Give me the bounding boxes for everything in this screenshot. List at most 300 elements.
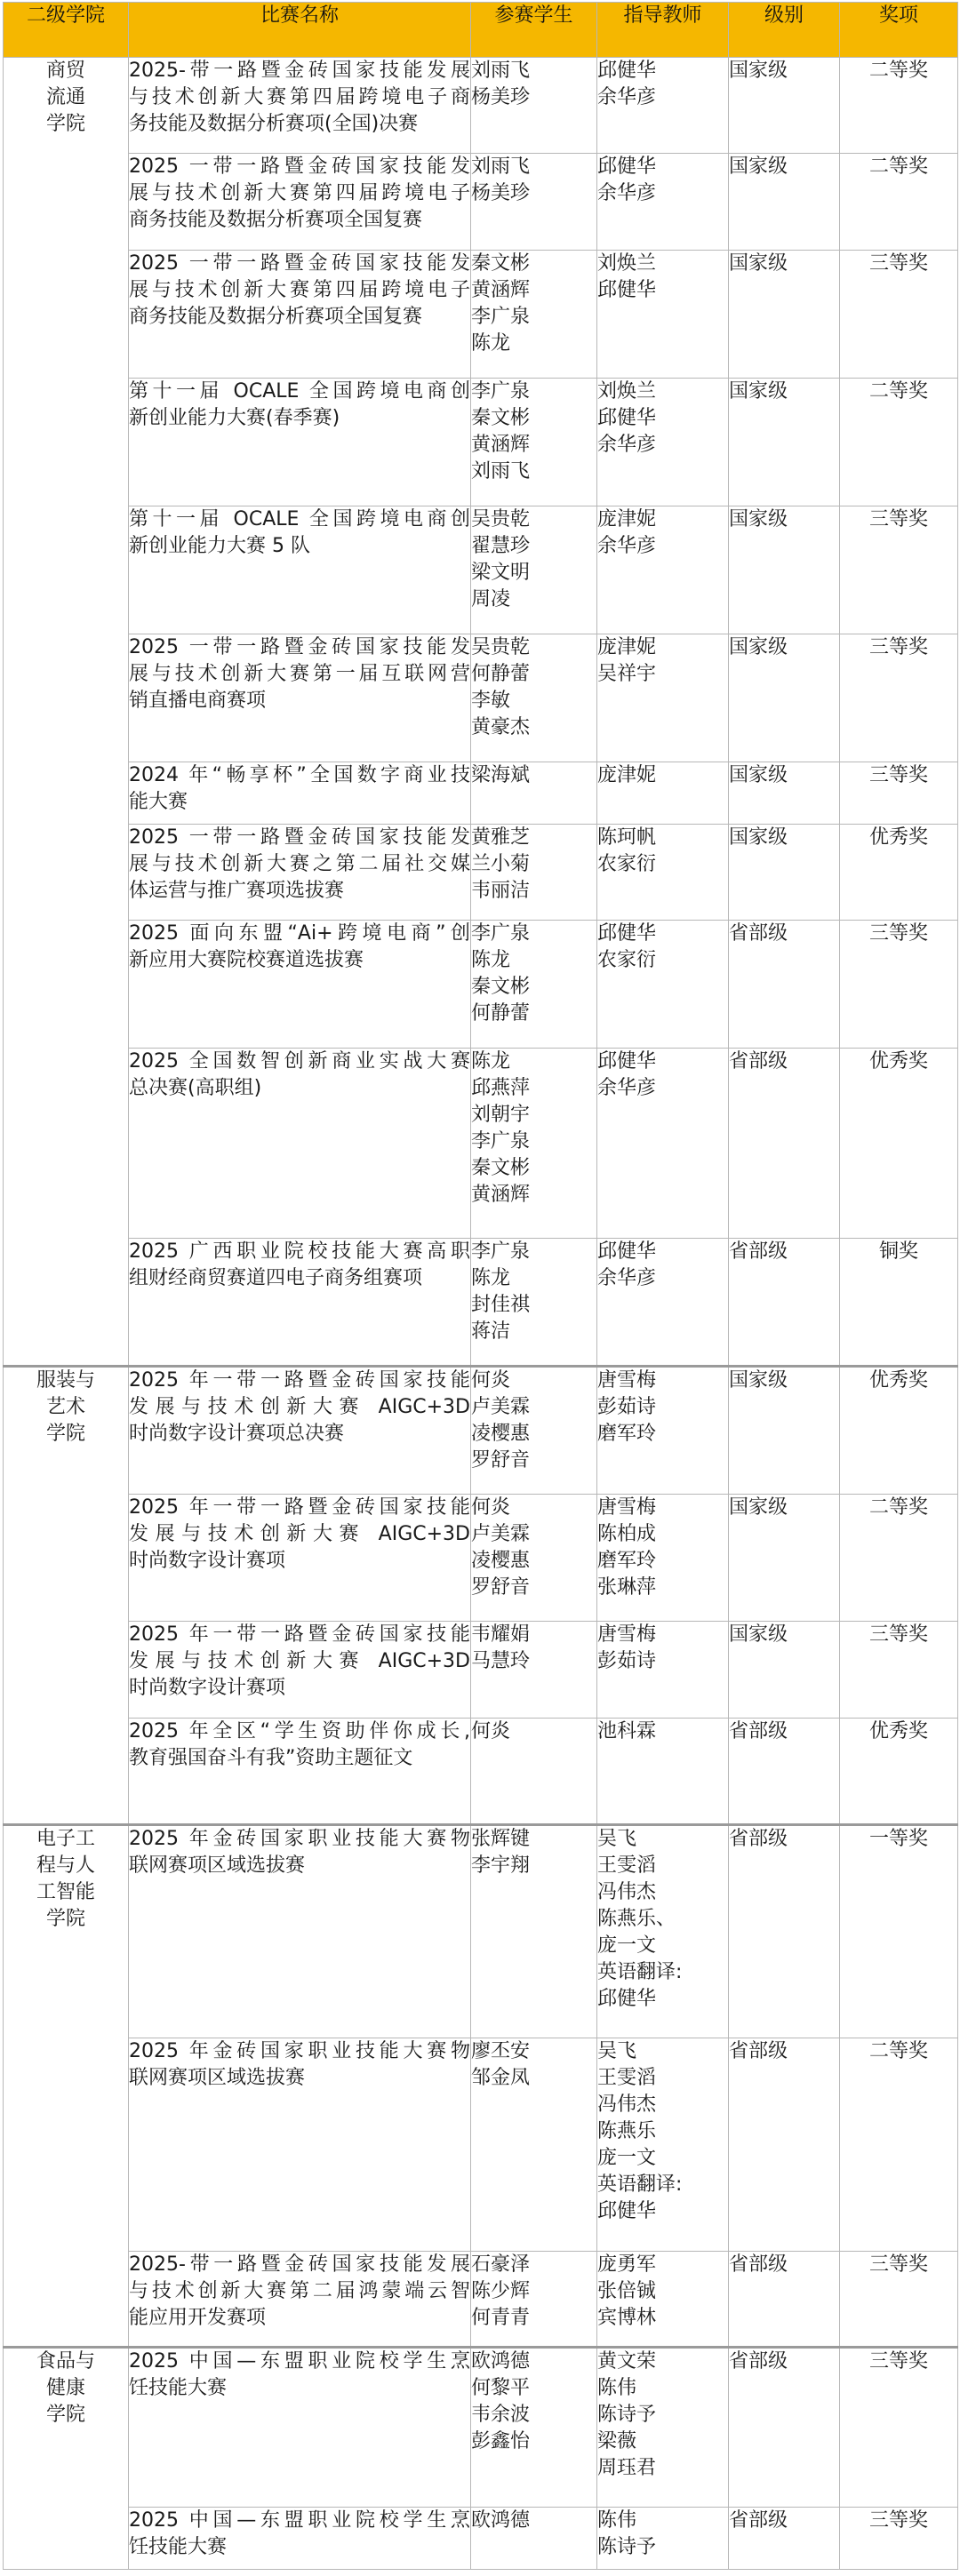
competition-name-line: 2025 中国—东盟职业院校学生烹 xyxy=(129,2350,470,2373)
person-name: 韦丽洁 xyxy=(471,880,531,902)
competition-name-cell xyxy=(129,1367,471,1495)
competition-name-line: 2025 中国—东盟职业院校学生烹 xyxy=(129,2509,470,2532)
competition-name-line: 新创业能力大赛(春季赛) xyxy=(129,407,340,429)
person-name: 刘焕兰 xyxy=(597,252,657,275)
person-name: 刘雨飞 xyxy=(471,60,531,82)
competition-name-line: 2025 一带一路暨金砖国家技能发 xyxy=(129,826,470,849)
person-name: 池科霖 xyxy=(597,1720,657,1743)
competition-name-cell xyxy=(129,2252,471,2348)
header-level: 级别 xyxy=(729,3,840,58)
person-name: 黄涵辉 xyxy=(471,279,531,301)
person-name: 梁薇 xyxy=(597,2430,637,2452)
person-name: 韦耀娟 xyxy=(471,1623,531,1646)
college-cell xyxy=(4,1367,129,1825)
person-name: 邱健华 xyxy=(597,1988,657,2010)
competition-name-cell xyxy=(129,921,471,1049)
level-cell: 省部级 xyxy=(729,1049,840,1239)
college-name-line: 学院 xyxy=(45,1908,85,1930)
competition-name-cell xyxy=(129,2508,471,2570)
table-row xyxy=(4,379,958,506)
person-name: 韦余波 xyxy=(471,2404,531,2426)
person-name: 邱健华 xyxy=(597,60,657,82)
person-name: 陈伟 xyxy=(597,2509,637,2532)
person-name: 邱健华 xyxy=(597,1050,657,1073)
person-name: 黄豪杰 xyxy=(471,716,531,738)
level-cell: 国家级 xyxy=(729,154,840,251)
competition-name-cell xyxy=(129,1495,471,1622)
person-name: 陈诗予 xyxy=(597,2536,657,2558)
students-cell xyxy=(471,1825,597,2038)
competition-name-line: 与技术创新大赛第二届鸿蒙端云智 xyxy=(129,2280,470,2302)
students-cell xyxy=(471,1622,597,1719)
competition-name-line: 新应用大赛院校赛道选拔赛 xyxy=(129,949,364,971)
person-name: 黄涵辉 xyxy=(471,434,531,456)
award-cell: 一等奖 xyxy=(840,1825,958,2038)
college-name-line: 艺术 xyxy=(45,1396,85,1418)
award-cell: 三等奖 xyxy=(840,921,958,1049)
person-name: 英语翻译: xyxy=(597,2173,683,2196)
competition-name-line: 第十一届 OCALE 全国跨境电商创 xyxy=(129,380,470,403)
level-cell: 国家级 xyxy=(729,634,840,762)
level-cell: 国家级 xyxy=(729,379,840,506)
teachers-cell xyxy=(597,1825,729,2038)
competition-name-line: 务技能及数据分析赛项(全国)决赛 xyxy=(129,113,419,135)
person-name: 黄雅芝 xyxy=(471,826,531,849)
students-cell xyxy=(471,634,597,762)
competition-name-line: 发展与技术创新大赛 AIGC+3D xyxy=(129,1523,470,1545)
table-row xyxy=(4,2252,958,2348)
table-row xyxy=(4,921,958,1049)
competition-name-line: 商务技能及数据分析赛项全国复赛 xyxy=(129,306,423,328)
person-name: 何静蕾 xyxy=(471,1002,531,1025)
person-name: 余华彦 xyxy=(597,535,657,557)
college-cell xyxy=(4,2348,129,2570)
person-name: 陈龙 xyxy=(471,1050,511,1073)
person-name: 秦文彬 xyxy=(471,1157,531,1179)
competition-name-line: 时尚数字设计赛项 xyxy=(129,1677,286,1699)
person-name: 庞津妮 xyxy=(597,764,657,786)
header-teachers: 指导教师 xyxy=(597,3,729,58)
header-award: 奖项 xyxy=(840,3,958,58)
person-name: 何静蕾 xyxy=(471,663,531,685)
competition-name-line: 时尚数字设计赛项 xyxy=(129,1550,286,1572)
award-cell: 三等奖 xyxy=(840,2252,958,2348)
competition-name-line: 展与技术创新大赛第四届跨境电子 xyxy=(129,182,470,204)
competition-name-cell xyxy=(129,1622,471,1719)
level-cell: 国家级 xyxy=(729,1495,840,1622)
person-name: 唐雪梅 xyxy=(597,1496,657,1519)
competition-name-line: 联网赛项区域选拔赛 xyxy=(129,1854,306,1877)
teachers-cell xyxy=(597,1239,729,1367)
person-name: 罗舒音 xyxy=(471,1449,531,1471)
person-name: 石豪泽 xyxy=(471,2253,531,2276)
students-cell xyxy=(471,58,597,154)
person-name: 李广泉 xyxy=(471,1240,531,1263)
level-cell: 国家级 xyxy=(729,58,840,154)
person-name: 陈少辉 xyxy=(471,2280,531,2302)
competition-name-cell xyxy=(129,2038,471,2252)
person-name: 张琳萍 xyxy=(597,1576,657,1599)
person-name: 农家衍 xyxy=(597,853,657,875)
person-name: 欧鸿德 xyxy=(471,2509,531,2532)
person-name: 蒋洁 xyxy=(471,1320,511,1343)
award-cell: 三等奖 xyxy=(840,1622,958,1719)
person-name: 李广泉 xyxy=(471,306,531,328)
award-cell: 二等奖 xyxy=(840,1495,958,1622)
table-row xyxy=(4,506,958,634)
award-cell: 优秀奖 xyxy=(840,825,958,921)
competition-name-line: 2024 年“畅享杯”全国数字商业技 xyxy=(129,764,470,786)
table-row xyxy=(4,1495,958,1622)
level-cell: 省部级 xyxy=(729,2508,840,2570)
competition-name-line: 2025 一带一路暨金砖国家技能发 xyxy=(129,156,470,178)
person-name: 李广泉 xyxy=(471,380,531,403)
competition-name-line: 2025 年金砖国家职业技能大赛物 xyxy=(129,2040,470,2062)
competition-name-cell xyxy=(129,506,471,634)
teachers-cell xyxy=(597,825,729,921)
person-name: 庞一文 xyxy=(597,1934,657,1957)
college-name-line: 工智能 xyxy=(36,1881,95,1903)
person-name: 邱燕萍 xyxy=(471,1077,531,1099)
person-name: 李广泉 xyxy=(471,1130,531,1152)
level-cell: 省部级 xyxy=(729,2348,840,2508)
person-name: 英语翻译: xyxy=(597,1961,683,1983)
students-cell xyxy=(471,2252,597,2348)
teachers-cell xyxy=(597,2348,729,2508)
person-name: 刘雨飞 xyxy=(471,460,531,483)
students-cell xyxy=(471,379,597,506)
person-name: 陈珂帆 xyxy=(597,826,657,849)
competition-name-line: 新创业能力大赛 5 队 xyxy=(129,535,310,557)
table-row xyxy=(4,1049,958,1239)
person-name: 李敏 xyxy=(471,690,511,712)
person-name: 陈柏成 xyxy=(597,1523,657,1545)
students-cell xyxy=(471,1367,597,1495)
teachers-cell xyxy=(597,634,729,762)
teachers-cell xyxy=(597,1495,729,1622)
person-name: 黄涵辉 xyxy=(471,1184,531,1206)
person-name: 何炎 xyxy=(471,1369,511,1392)
award-cell: 优秀奖 xyxy=(840,1049,958,1239)
person-name: 磨军玲 xyxy=(597,1550,657,1572)
person-name: 周珏君 xyxy=(597,2457,657,2479)
level-cell: 国家级 xyxy=(729,825,840,921)
competition-name-line: 展与技术创新大赛第一届互联网营 xyxy=(129,663,470,685)
table-row xyxy=(4,762,958,825)
table-row xyxy=(4,154,958,251)
level-cell: 国家级 xyxy=(729,1622,840,1719)
person-name: 陈龙 xyxy=(471,949,511,971)
award-cell: 优秀奖 xyxy=(840,1719,958,1825)
person-name: 秦文彬 xyxy=(471,407,531,429)
competition-name-line: 发展与技术创新大赛 AIGC+3D xyxy=(129,1650,470,1672)
competition-name-cell xyxy=(129,1825,471,2038)
table-row xyxy=(4,2508,958,2570)
award-cell: 三等奖 xyxy=(840,2508,958,2570)
award-cell: 三等奖 xyxy=(840,2348,958,2508)
teachers-cell xyxy=(597,1049,729,1239)
award-cell: 三等奖 xyxy=(840,634,958,762)
person-name: 吴贵乾 xyxy=(471,508,531,530)
students-cell xyxy=(471,1239,597,1367)
competition-name-line: 2025 全国数智创新商业实战大赛 xyxy=(129,1050,470,1073)
person-name: 王雯滔 xyxy=(597,1854,657,1877)
table-row xyxy=(4,58,958,154)
person-name: 余华彦 xyxy=(597,182,657,204)
person-name: 彭茹诗 xyxy=(597,1396,657,1418)
competition-name-cell xyxy=(129,1239,471,1367)
competition-name-line: 与技术创新大赛第四届跨境电子商 xyxy=(129,86,470,108)
competition-name-line: 时尚数字设计赛项总决赛 xyxy=(129,1423,345,1445)
person-name: 陈龙 xyxy=(471,332,511,355)
competition-name-line: 2025 面向东盟“Ai+跨境电商”创 xyxy=(129,922,470,945)
person-name: 李宇翔 xyxy=(471,1854,531,1877)
person-name: 吴贵乾 xyxy=(471,636,531,658)
person-name: 庞津妮 xyxy=(597,636,657,658)
college-name-line: 程与人 xyxy=(36,1854,95,1877)
award-cell: 三等奖 xyxy=(840,506,958,634)
table-row xyxy=(4,2038,958,2252)
person-name: 庞勇军 xyxy=(597,2253,657,2276)
competition-name-line: 销直播电商赛项 xyxy=(129,690,267,712)
person-name: 凌樱惠 xyxy=(471,1423,531,1445)
person-name: 封佳祺 xyxy=(471,1294,531,1316)
person-name: 冯伟杰 xyxy=(597,1881,657,1903)
teachers-cell xyxy=(597,2252,729,2348)
teachers-cell xyxy=(597,2508,729,2570)
students-cell xyxy=(471,1049,597,1239)
person-name: 何炎 xyxy=(471,1720,511,1743)
teachers-cell xyxy=(597,921,729,1049)
person-name: 彭鑫怡 xyxy=(471,2430,531,2452)
table-row xyxy=(4,1825,958,2038)
person-name: 陈燕乐、 xyxy=(597,1908,676,1930)
person-name: 欧鸿德 xyxy=(471,2350,531,2373)
competition-name-cell xyxy=(129,634,471,762)
table-row xyxy=(4,1719,958,1825)
person-name: 黄文荣 xyxy=(597,2350,657,2373)
person-name: 邱健华 xyxy=(597,156,657,178)
person-name: 秦文彬 xyxy=(471,976,531,998)
award-cell: 二等奖 xyxy=(840,154,958,251)
person-name: 唐雪梅 xyxy=(597,1369,657,1392)
person-name: 杨美珍 xyxy=(471,182,531,204)
person-name: 余华彦 xyxy=(597,86,657,108)
person-name: 彭茹诗 xyxy=(597,1650,657,1672)
competition-name-line: 2025 广西职业院校技能大赛高职 xyxy=(129,1240,470,1263)
level-cell: 省部级 xyxy=(729,1825,840,2038)
person-name: 陈燕乐 xyxy=(597,2120,657,2142)
table-row xyxy=(4,634,958,762)
competition-name-line: 发展与技术创新大赛 AIGC+3D xyxy=(129,1396,470,1418)
teachers-cell xyxy=(597,506,729,634)
level-cell: 国家级 xyxy=(729,251,840,379)
person-name: 邱健华 xyxy=(597,2200,657,2222)
table-row xyxy=(4,1622,958,1719)
person-name: 陈龙 xyxy=(471,1267,511,1289)
students-cell xyxy=(471,506,597,634)
college-name-line: 流通 xyxy=(45,86,85,108)
teachers-cell xyxy=(597,1622,729,1719)
students-cell xyxy=(471,2508,597,2570)
level-cell: 国家级 xyxy=(729,1367,840,1495)
person-name: 吴飞 xyxy=(597,2040,637,2062)
competition-name-line: 总决赛(高职组) xyxy=(129,1077,262,1099)
header-college: 二级学院 xyxy=(4,3,129,58)
person-name: 何黎平 xyxy=(471,2377,531,2399)
level-cell: 国家级 xyxy=(729,762,840,825)
competition-name-line: 第十一届 OCALE 全国跨境电商创 xyxy=(129,508,470,530)
competition-name-line: 体运营与推广赛项选拔赛 xyxy=(129,880,345,902)
person-name: 兰小菊 xyxy=(471,853,531,875)
level-cell: 省部级 xyxy=(729,1239,840,1367)
competition-name-cell xyxy=(129,762,471,825)
table-row xyxy=(4,251,958,379)
students-cell xyxy=(471,2348,597,2508)
person-name: 廖丕安 xyxy=(471,2040,531,2062)
header-competition: 比赛名称 xyxy=(129,3,471,58)
level-cell: 国家级 xyxy=(729,506,840,634)
competition-name-line: 联网赛项区域选拔赛 xyxy=(129,2067,306,2089)
competition-name-line: 2025 一带一路暨金砖国家技能发 xyxy=(129,636,470,658)
award-cell: 二等奖 xyxy=(840,379,958,506)
person-name: 宾博林 xyxy=(597,2307,657,2329)
competition-name-cell xyxy=(129,379,471,506)
person-name: 罗舒音 xyxy=(471,1576,531,1599)
teachers-cell xyxy=(597,379,729,506)
table-row xyxy=(4,2348,958,2508)
header-row xyxy=(4,3,958,58)
college-cell xyxy=(4,1825,129,2348)
competition-name-line: 教育强国奋斗有我”资助主题征文 xyxy=(129,1747,413,1769)
person-name: 王雯滔 xyxy=(597,2067,657,2089)
students-cell xyxy=(471,2038,597,2252)
teachers-cell xyxy=(597,2038,729,2252)
award-cell: 二等奖 xyxy=(840,58,958,154)
person-name: 庞津妮 xyxy=(597,508,657,530)
person-name: 杨美珍 xyxy=(471,86,531,108)
college-name-line: 学院 xyxy=(45,113,85,135)
person-name: 刘朝宇 xyxy=(471,1104,531,1126)
competition-name-line: 展与技术创新大赛之第二届社交媒 xyxy=(129,853,470,875)
award-cell: 三等奖 xyxy=(840,251,958,379)
table-row xyxy=(4,825,958,921)
competition-name-cell xyxy=(129,154,471,251)
competition-name-line: 展与技术创新大赛第四届跨境电子 xyxy=(129,279,470,301)
teachers-cell xyxy=(597,762,729,825)
person-name: 卢美霖 xyxy=(471,1396,531,1418)
students-cell xyxy=(471,251,597,379)
person-name: 邱健华 xyxy=(597,922,657,945)
competition-name-line: 2025 年一带一路暨金砖国家技能 xyxy=(129,1496,470,1519)
awards-table xyxy=(3,2,958,2570)
competition-name-line: 饪技能大赛 xyxy=(129,2536,228,2558)
person-name: 邱健华 xyxy=(597,407,657,429)
person-name: 陈伟 xyxy=(597,2377,637,2399)
person-name: 刘焕兰 xyxy=(597,380,657,403)
competition-name-cell xyxy=(129,58,471,154)
person-name: 卢美霖 xyxy=(471,1523,531,1545)
person-name: 农家衍 xyxy=(597,949,657,971)
person-name: 磨军玲 xyxy=(597,1423,657,1445)
person-name: 余华彦 xyxy=(597,434,657,456)
students-cell xyxy=(471,825,597,921)
person-name: 刘雨飞 xyxy=(471,156,531,178)
person-name: 张倍铖 xyxy=(597,2280,657,2302)
competition-name-line: 能应用开发赛项 xyxy=(129,2307,267,2329)
person-name: 凌樱惠 xyxy=(471,1550,531,1572)
college-name-line: 服装与 xyxy=(36,1369,95,1392)
person-name: 冯伟杰 xyxy=(597,2093,657,2116)
person-name: 陈诗予 xyxy=(597,2404,657,2426)
person-name: 何青青 xyxy=(471,2307,531,2329)
person-name: 秦文彬 xyxy=(471,252,531,275)
competition-name-line: 饪技能大赛 xyxy=(129,2377,228,2399)
college-name-line: 电子工 xyxy=(36,1828,95,1850)
person-name: 吴祥宇 xyxy=(597,663,657,685)
college-name-line: 学院 xyxy=(45,2404,85,2426)
competition-name-line: 2025 年一带一路暨金砖国家技能 xyxy=(129,1369,470,1392)
competition-name-line: 组财经商贸赛道四电子商务组赛项 xyxy=(129,1267,423,1289)
students-cell xyxy=(471,154,597,251)
award-cell: 优秀奖 xyxy=(840,1367,958,1495)
award-cell: 二等奖 xyxy=(840,2038,958,2252)
level-cell: 省部级 xyxy=(729,2038,840,2252)
person-name: 翟慧珍 xyxy=(471,535,531,557)
teachers-cell xyxy=(597,154,729,251)
competition-name-line: 商务技能及数据分析赛项全国复赛 xyxy=(129,209,423,231)
person-name: 邹金凤 xyxy=(471,2067,531,2089)
teachers-cell xyxy=(597,1719,729,1825)
competition-name-cell xyxy=(129,1719,471,1825)
competition-name-line: 2025 年全区“学生资助伴你成长, xyxy=(129,1720,470,1743)
level-cell: 省部级 xyxy=(729,2252,840,2348)
competition-name-cell xyxy=(129,2348,471,2508)
teachers-cell xyxy=(597,251,729,379)
college-cell xyxy=(4,58,129,1367)
college-name-line: 健康 xyxy=(45,2377,85,2399)
person-name: 张辉键 xyxy=(471,1828,531,1850)
students-cell xyxy=(471,762,597,825)
competition-name-cell xyxy=(129,1049,471,1239)
competition-name-line: 2025 一带一路暨金砖国家技能发 xyxy=(129,252,470,275)
competition-name-cell xyxy=(129,825,471,921)
students-cell xyxy=(471,921,597,1049)
college-name-line: 食品与 xyxy=(36,2350,95,2373)
header-students: 参赛学生 xyxy=(471,3,597,58)
teachers-cell xyxy=(597,58,729,154)
competition-name-line: 2025 年金砖国家职业技能大赛物 xyxy=(129,1828,470,1850)
students-cell xyxy=(471,1495,597,1622)
award-cell: 铜奖 xyxy=(840,1239,958,1367)
college-name-line: 商贸 xyxy=(45,60,85,82)
person-name: 邱健华 xyxy=(597,279,657,301)
person-name: 吴飞 xyxy=(597,1828,637,1850)
college-name-line: 学院 xyxy=(45,1423,85,1445)
person-name: 周凌 xyxy=(471,588,511,610)
competition-name-line: 2025 年一带一路暨金砖国家技能 xyxy=(129,1623,470,1646)
person-name: 邱健华 xyxy=(597,1240,657,1263)
person-name: 庞一文 xyxy=(597,2147,657,2169)
level-cell: 省部级 xyxy=(729,921,840,1049)
person-name: 何炎 xyxy=(471,1496,511,1519)
person-name: 马慧玲 xyxy=(471,1650,531,1672)
person-name: 李广泉 xyxy=(471,922,531,945)
students-cell xyxy=(471,1719,597,1825)
person-name: 梁海斌 xyxy=(471,764,531,786)
teachers-cell xyxy=(597,1367,729,1495)
table-row xyxy=(4,1367,958,1495)
